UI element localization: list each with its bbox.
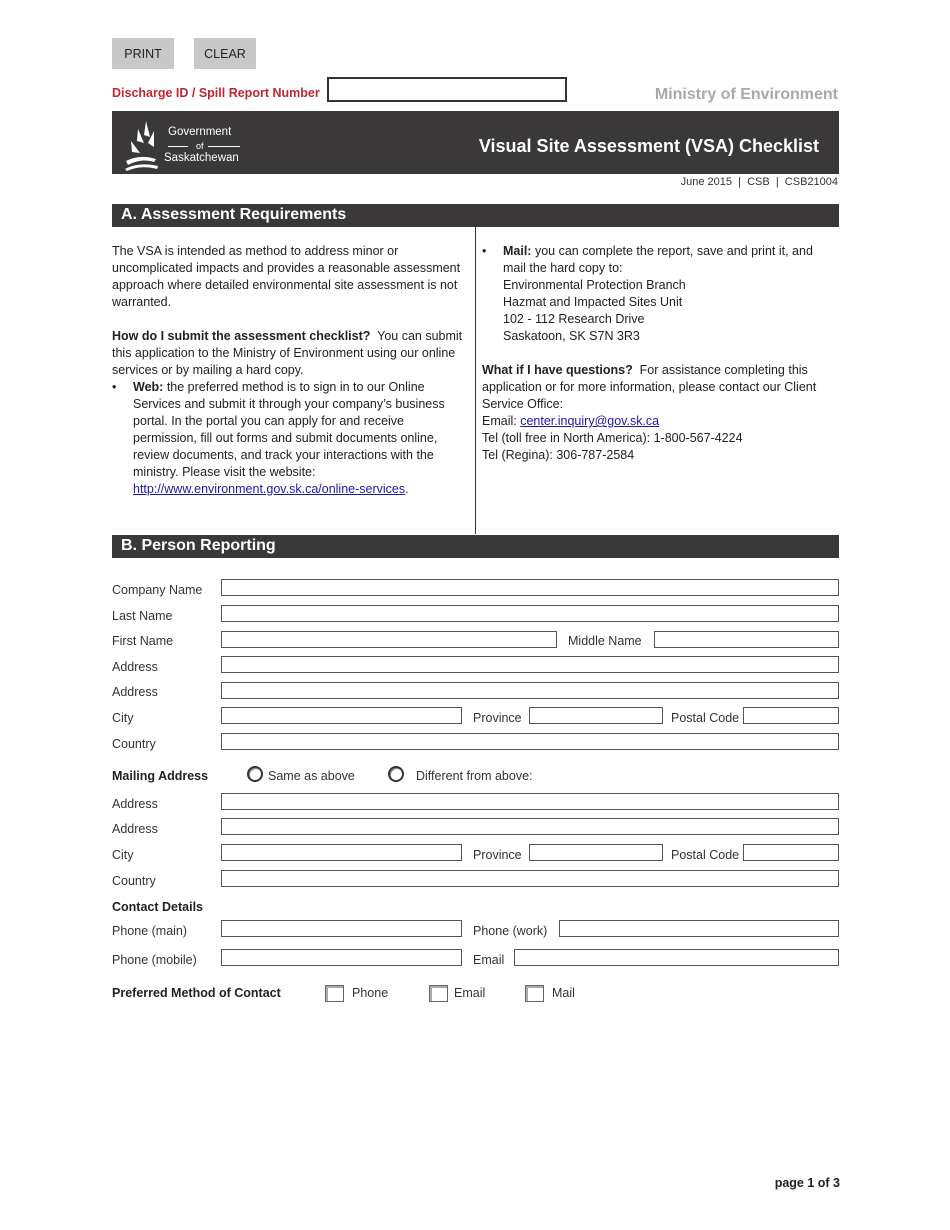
gov-rule-right (208, 146, 240, 147)
mailing-country-input[interactable] (221, 870, 839, 887)
discharge-id-label: Discharge ID / Spill Report Number (112, 86, 320, 100)
questions-text: For assistance completing this application or for more information, please contact our Client Service Office: (482, 363, 817, 411)
country-label: Country (112, 737, 156, 751)
section-a-right-column (482, 243, 839, 464)
email-label: Email (473, 953, 505, 967)
mail-checkbox[interactable] (525, 985, 544, 1002)
gov-line2: of (196, 141, 204, 151)
mail-text: you can complete the report, save and print it, and mail the hard copy to: (503, 244, 813, 275)
web-bullet: • Web: the preferred method is to sign in to our Online Services and submit it through your company’s business portal. In the portal you can apply for and receive permission, fill out forms and submit documents online, review documents, and track your interactions with the ministry. Please visit the website: http://www.environment.gov.sk.ca/online-services. (112, 380, 445, 496)
email-link[interactable]: center.inquiry@gov.sk.ca (520, 414, 660, 428)
phone-checkbox[interactable] (325, 985, 344, 1002)
bullet-dot: • (482, 244, 487, 258)
saskatchewan-logo-icon (124, 119, 160, 171)
mail-label: Mail: (503, 244, 532, 258)
first-name-label: First Name (112, 634, 174, 648)
mail-address-line: Environmental Protection Branch (503, 278, 686, 292)
email-checkbox-label: Email (454, 986, 486, 1000)
middle-name-input[interactable] (654, 631, 839, 648)
city-label: City (112, 848, 134, 862)
email-input[interactable] (514, 949, 839, 966)
gov-line1: Government (168, 126, 232, 138)
province-input[interactable] (529, 707, 663, 724)
online-services-link[interactable]: http://www.environment.gov.sk.ca/online-services (133, 482, 406, 496)
phone-work-input[interactable] (559, 920, 839, 937)
mail-address-line: 102 - 112 Research Drive (503, 312, 645, 326)
mailing-address-line2-input[interactable] (221, 818, 839, 835)
email-label: Email: (482, 414, 517, 428)
web-label: Web: (133, 380, 164, 394)
last-name-label: Last Name (112, 609, 173, 623)
middle-name-label: Middle Name (568, 634, 642, 648)
discharge-id-input[interactable] (327, 77, 567, 102)
section-a-left-column (112, 243, 468, 498)
company-name-input[interactable] (221, 579, 839, 596)
phone-work-label: Phone (work) (473, 924, 548, 938)
different-address-radio[interactable] (388, 766, 404, 782)
mail-address-line: Hazmat and Impacted Sites Unit (503, 295, 683, 309)
questions-paragraph (482, 362, 839, 413)
city-input[interactable] (221, 707, 462, 724)
bullet-dot: • (112, 380, 117, 394)
phone-main-input[interactable] (221, 920, 462, 937)
web-text: the preferred method is to sign in to our Online Services and submit it through your company’s business portal. In the portal you can apply for and receive permission, fill out forms and submit documents online, review documents, and track your interactions with the ministry. Please visit the website: (133, 380, 445, 479)
form-meta: June 2015 | CSB | CSB21004 (680, 176, 838, 188)
address-label: Address (112, 797, 158, 811)
section-a-heading: A. Assessment Requirements (112, 204, 839, 227)
address-line1-input[interactable] (221, 656, 839, 673)
different-address-label: Different from above: (416, 769, 533, 783)
preferred-method-label: Preferred Method of Contact (112, 986, 281, 1000)
first-name-input[interactable] (221, 631, 557, 648)
last-name-input[interactable] (221, 605, 839, 622)
ministry-name: Ministry of Environment (654, 86, 838, 103)
mailing-postal-code-input[interactable] (743, 844, 839, 861)
intro-text: The VSA is intended as method to address minor or uncomplicated impacts and provides a reasonable assessment approach where detailed environmental site assessment is not warranted. (112, 244, 461, 309)
section-a-divider (475, 227, 476, 534)
tel-regina: Tel (Regina): 306-787-2584 (482, 448, 635, 462)
address-label: Address (112, 685, 158, 699)
company-name-label: Company Name (112, 583, 203, 597)
same-as-above-radio[interactable] (247, 766, 263, 782)
country-input[interactable] (221, 733, 839, 750)
mail-checkbox-label: Mail (552, 986, 575, 1000)
mailing-city-input[interactable] (221, 844, 462, 861)
phone-mobile-label: Phone (mobile) (112, 953, 197, 967)
phone-main-label: Phone (main) (112, 924, 188, 938)
page-number: page 1 of 3 (774, 1176, 840, 1190)
phone-mobile-input[interactable] (221, 949, 462, 966)
gov-line3: Saskatchewan (164, 152, 239, 164)
how-to-submit (112, 328, 468, 379)
contact-details-label: Contact Details (112, 900, 203, 914)
title-banner (112, 111, 839, 174)
province-label: Province (473, 848, 522, 862)
city-label: City (112, 711, 134, 725)
same-as-above-label: Same as above (268, 769, 355, 783)
postal-code-label: Postal Code (671, 848, 740, 862)
clear-button[interactable]: CLEAR (194, 38, 256, 69)
section-b-heading: B. Person Reporting (112, 535, 839, 558)
mailing-province-input[interactable] (529, 844, 663, 861)
mail-bullet (482, 243, 839, 345)
tel-toll-free: Tel (toll free in North America): 1-800-567-4224 (482, 431, 743, 445)
questions-label: What if I have questions? (482, 363, 633, 377)
page-title: Visual Site Assessment (VSA) Checklist (478, 136, 819, 156)
print-button[interactable]: PRINT (112, 38, 174, 69)
postal-code-label: Postal Code (671, 711, 740, 725)
address-label: Address (112, 822, 158, 836)
gov-rule-left (168, 146, 188, 147)
phone-checkbox-label: Phone (352, 986, 389, 1000)
postal-code-input[interactable] (743, 707, 839, 724)
country-label: Country (112, 874, 156, 888)
how-text: You can submit this application to the Ministry of Environment using our online services or by mailing a hard copy. (112, 329, 463, 377)
email-line (482, 413, 839, 430)
mail-address-line: Saskatoon, SK S7N 3R3 (503, 329, 640, 343)
address-line2-input[interactable] (221, 682, 839, 699)
mailing-address-line1-input[interactable] (221, 793, 839, 810)
email-checkbox[interactable] (429, 985, 448, 1002)
how-question: How do I submit the assessment checklist? (112, 329, 371, 343)
address-label: Address (112, 660, 158, 674)
mailing-address-label: Mailing Address (112, 769, 209, 783)
province-label: Province (473, 711, 522, 725)
